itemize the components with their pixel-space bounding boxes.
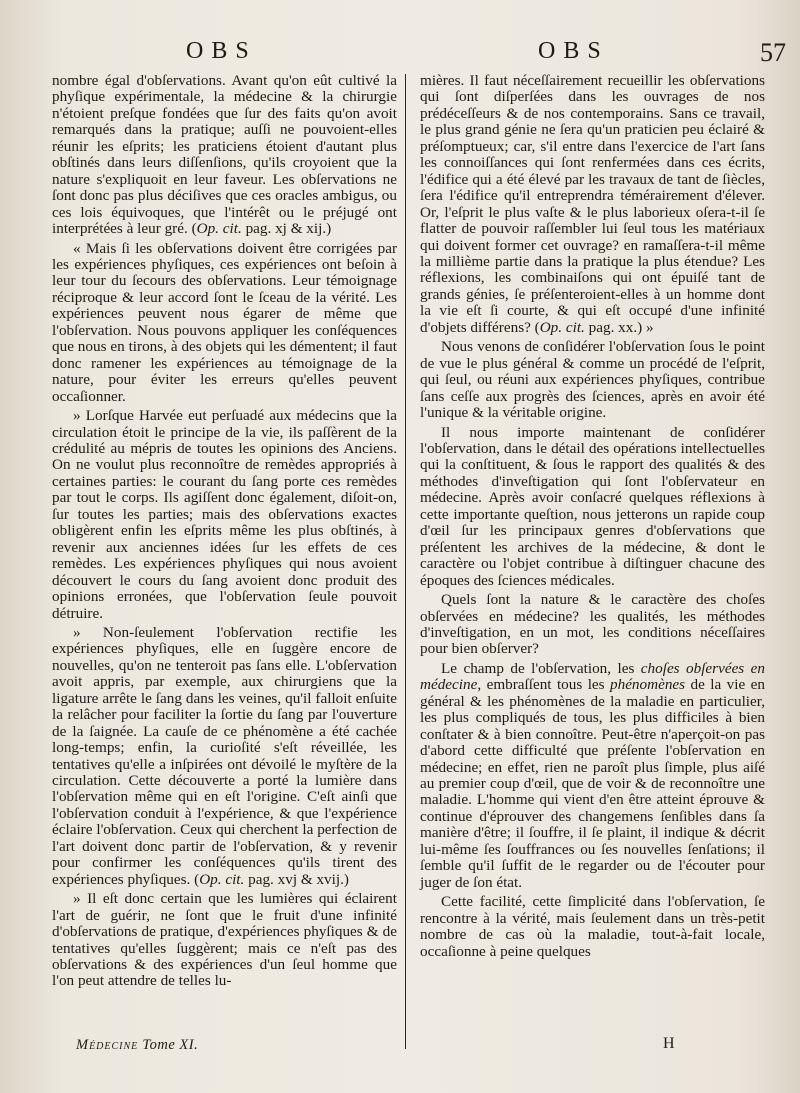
paragraph: » Non-ſeulement l'obſervation rectifie les expériences phyſiques, elle en ſuggère encore de nouvelles, qu'on ne tenteroit pas ſans elle. L'obſervation avoit appris, par exemple, aux chirurgiens que la ligature arrête le ſang dans les veines, qu'il falloit enſuite la relâcher pour faciliter la ſortie du ſang par l'ouverture de la ſaignée. La cauſe de ce phénomène a été cachée long-temps; enfin, la curioſité s'eſt réveillée, les tentatives qu'elle a inſpirées ont dévoilé le myſtère de la circulation. Cette découverte a porté la lumière dans l'obſervation même qui en eſt l'origine. C'eſt ainſi que l'obſervation conduit à l'expérience, & que l'expérience éclaire l'obſervation. Ceux qui cherchent la perfection de l'art doivent donc partir de l'obſervation, & y revenir pour confirmer les conſéquences qu'ils tirent des expériences phyſiques. (Op. cit. pag. xvj & xvij.) bbox=[52, 623, 397, 888]
paragraph: Cette facilité, cette ſimplicité dans l'obſervation, ſe rencontre à la vérité, mais ſeulement dans un très-petit nombre de cas où la maladie, tout-à-fait locale, occaſionne à peine quelques bbox=[420, 893, 765, 960]
paragraph: » Il eſt donc certain que les lumières qui éclairent l'art de guérir, ne ſont que le fruit d'une infinité d'obſervations de pratique, d'expériences phyſiques & de tentatives qu'elles ſuggèrent; mais ce n'eſt pas des obſervations & des expériences d'un ſeul homme que l'on peut attendre de telles lu- bbox=[52, 890, 397, 990]
signature-line: Médecine Tome XI. bbox=[76, 1037, 199, 1053]
paragraph: Le champ de l'obſervation, les choſes obſervées en médecine, embraſſent tous les phénomènes de la vie en général & les phénomènes de la maladie en particulier, les plus compliqués de tous, les plus difficiles à bien conſtater & à bien connoître. Peut-être n'aperçoit-on pas d'abord cette difficulté que préſente l'obſervation en médecine; en effet, rien ne paroît plus ſimple, plus aiſé au premier coup d'œil, que de voir & de reconnoître une maladie. L'homme qui vient d'en être atteint éprouve & continue d'éprouver des changemens ſenſibles dans ſa manière d'être; il ſouffre, il ſe plaint, il indique & décrit lui-même ſes ſouffrances ou ſes nouvelles ſenſations; il ſemble qu'il ſuffit de le regarder ou de l'écouter pour juger de ſon état. bbox=[420, 659, 765, 891]
paragraph: mières. Il faut néceſſairement recueillir les obſervations qui ſont diſperſées dans les ouvrages de nos prédéceſſeurs & de nos contemporains. Sans ce travail, le plus grand génie ne ſera qu'un praticien peu éclairé & préſomptueux; car, s'il entre dans l'exercice de l'art ſans les connoiſſances qui ſont renfermées dans ces écrits, l'édifice qui a été élevé par les travaux de tant de ſiècles, ſera l'édifice qu'il entreprendra témérairement d'élever. Or, l'eſprit le plus vaſte & le plus laborieux oſera-t-il ſe flatter de pouvoir raſſembler lui ſeul tous les matériaux qui doivent former cet ouvrage? en ramaſſera-t-il même la millième partie dans la pratique la plus étendue? Les réflexions, les combinaiſons qui ont épuiſé tant de grands génies, ſe préſenteroient-elles à un homme dont la vie eſt ſi courte, & qui eſt occupé d'une infinité d'objets différens? (Op. cit. pag. xx.) » bbox=[420, 72, 765, 336]
paragraph: » Lorſque Harvée eut perſuadé aux médecins que la circulation étoit le principe de la vie, ils paſſèrent de la crédulité au mépris de toutes les opinions des Anciens. On ne voulut plus reconnoître de remèdes appropriés à certaines parties: le courant du ſang porte ces remèdes par tout le corps. Ils agiſſent donc également, diſoit-on, ſur toutes les parties; mais des obſervations exactes obligèrent enfin les eſprits même les plus obſtinés, à revenir aux anciennes idées ſur les effets de ces remèdes. Les expériences phyſiques qui nous avoient découvert le cours du ſang avoient donc produit des opinions erronées, que l'obſervation ſeule pouvoit détruire. bbox=[52, 407, 397, 622]
signature-mark: H bbox=[663, 1035, 675, 1052]
paragraph: Il nous importe maintenant de conſidérer l'obſervation, dans le détail des opérations intellectuelles qui la conſtituent, & ſous le rapport des qualités & des méthodes d'inveſtigation qui ſont l'obſervateur en médecine. Après avoir conſacré quelques réflexions à cette importante queſtion, nous jetterons un rapide coup d'œil ſur les principaux genres d'obſervations que préſentent les archives de la médecine, & dont le caractère ou l'objet contribue à diſtinguer chacune des époques des ſciences médicales. bbox=[420, 423, 765, 589]
paragraph: Nous venons de conſidérer l'obſervation ſous le point de vue le plus général & comme un procédé de l'eſprit, qui ſeul, ou réuni aux expériences phyſiques, contribue ſans ceſſe aux progrès des ſciences, après en avoir été l'unique & la véritable origine. bbox=[420, 338, 765, 422]
paragraph: « Mais ſi les obſervations doivent être corrigées par les expériences phyſiques, ces expériences ont beſoin à leur tour du ſecours des obſervations. Leur témoignage réciproque & leur accord ſont le ſceau de la vérité. Les expériences peuvent nous égarer de même que l'obſervation. Nous pouvons appliquer les conſéquences que nous en tirons, à des objets qui les démentent; il faut donc ramener les expériences au témoignage de la nature, pour éviter les erreurs qu'elles peuvent occaſionner. bbox=[52, 239, 397, 405]
running-head-right: OBS bbox=[538, 38, 609, 64]
paragraph: nombre égal d'obſervations. Avant qu'on eût cultivé la phyſique expérimentale, la médecine & la chirurgie n'étoient preſque fondées que ſur des faits qu'on avoit remarqués dans la pratique; auſſi ne pouvoient-elles réunir les eſprits; les praticiens étoient d'autant plus obſtinés dans leurs diſſenſions, qu'ils croyoient que la nature s'expliquoit en leur faveur. Les obſervations ne ſont donc pas plus déciſives que ces oracles ambigus, ou ces lois équivoques, que l'intérêt ou le préjugé ont interprétées à leur gré. (Op. cit. pag. xj & xij.) bbox=[52, 72, 397, 238]
running-head-left: OBS bbox=[186, 38, 257, 64]
column-divider bbox=[405, 74, 406, 1049]
right-column bbox=[420, 73, 765, 960]
page-number: 57 bbox=[760, 38, 786, 67]
left-column bbox=[52, 73, 397, 990]
running-header bbox=[0, 38, 800, 68]
paragraph: Quels ſont la nature & le caractère des choſes obſervées en médecine? les qualités, les méthodes d'inveſtigation, en un mot, les conditions néceſſaires pour bien obſerver? bbox=[420, 591, 765, 658]
